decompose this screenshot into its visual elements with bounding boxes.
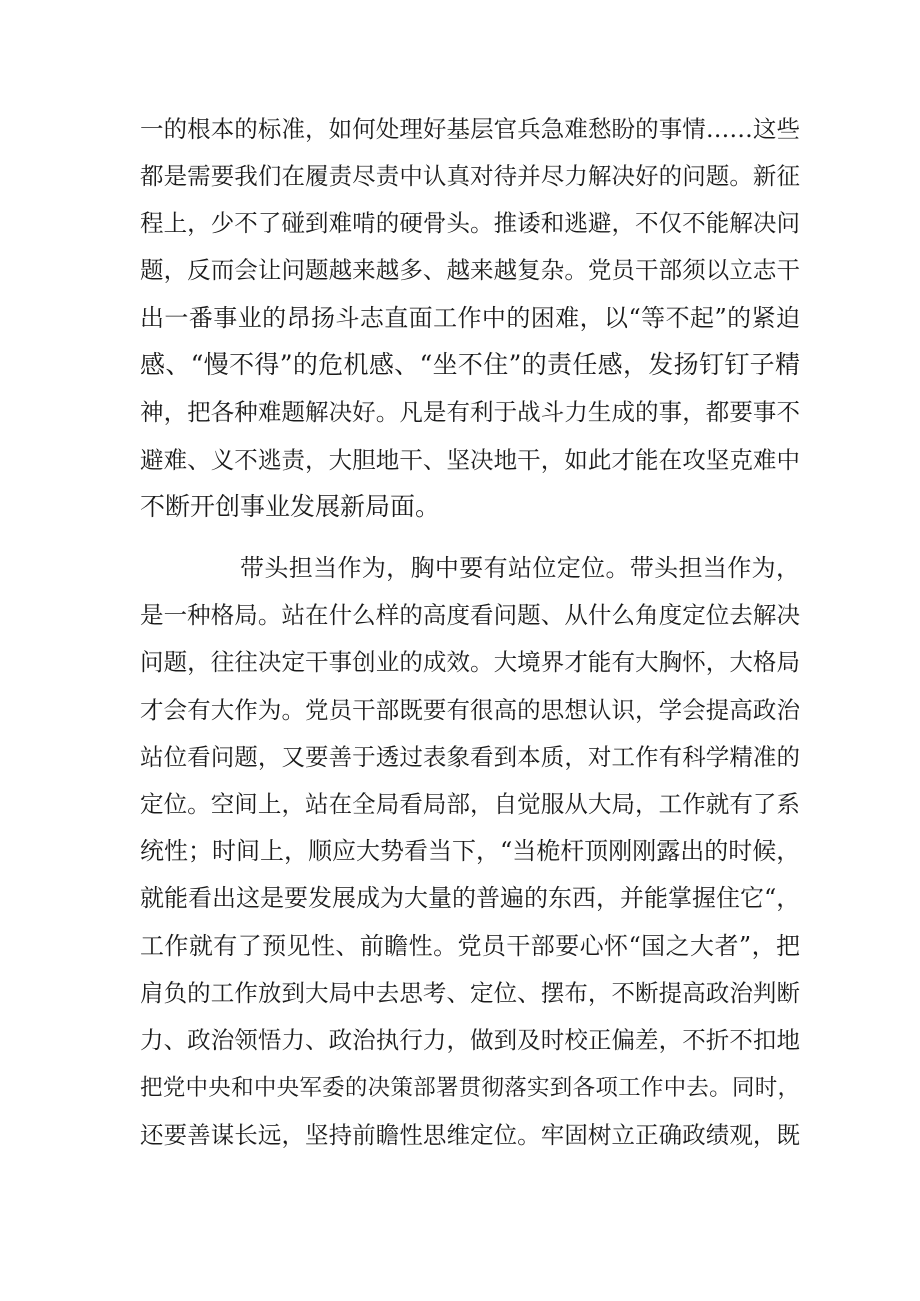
text-line: 避难、义不逃责，大胆地干、坚决地干，如此才能在攻坚克难中 [140, 446, 800, 474]
text-line: 还要善谋长远，坚持前瞻性思维定位。牢固树立正确政绩观，既 [140, 1121, 800, 1149]
text-line: 统性；时间上，顺应大势看当下，“当桅杆顶刚刚露出的时候， [140, 837, 801, 865]
text-line: 问题，往往决定干事创业的成效。大境界才能有大胸怀，大格局 [140, 648, 800, 676]
text-line: 把党中央和中央军委的决策部署贯彻落实到各项工作中去。同时， [140, 1075, 800, 1101]
text-line: 题，反而会让问题越来越多、越来越复杂。党员干部须以立志干 [140, 256, 800, 284]
text-line: 就能看出这是要发展成为大量的普遍的东西，并能掌握住它“， [140, 884, 801, 912]
text-line: 肩负的工作放到大局中去思考、定位、摆布，不断提高政治判断 [140, 979, 800, 1007]
text-line: 程上，少不了碰到难啃的硬骨头。推诿和逃避，不仅不能解决问 [140, 209, 800, 237]
text-line: 站位看问题，又要善于透过表象看到本质，对工作有科学精准的 [140, 743, 800, 771]
text-line: 定位。空间上，站在全局看局部，自觉服从大局，工作就有了系 [140, 790, 800, 818]
text-line: 出一番事业的昂扬斗志直面工作中的困难，以“等不起”的紧迫 [140, 304, 800, 332]
text-line: 一的根本的标准，如何处理好基层官兵急难愁盼的事情……这些 [140, 115, 800, 143]
text-line: 神，把各种难题解决好。凡是有利于战斗力生成的事，都要事不 [140, 398, 800, 426]
text-line: 才会有大作为。党员干部既要有很高的思想认识，学会提高政治 [140, 696, 800, 724]
text-line: 感、“慢不得”的危机感、“坐不住”的责任感，发扬钉钉子精 [140, 350, 800, 379]
text-line: 带头担当作为，胸中要有站位定位。带头担当作为， [240, 554, 800, 582]
text-line: 不断开创事业发展新局面。 [140, 492, 441, 521]
text-line: 是一种格局。站在什么样的高度看问题、从什么角度定位去解决 [140, 601, 800, 629]
text-line: 工作就有了预见性、前瞻性。党员干部要心怀“国之大者”，把 [140, 932, 800, 960]
text-line: 都是需要我们在履责尽责中认真对待并尽力解决好的问题。新征 [140, 162, 800, 190]
text-line: 力、政治领悟力、政治执行力，做到及时校正偏差，不折不扣地 [140, 1026, 800, 1054]
